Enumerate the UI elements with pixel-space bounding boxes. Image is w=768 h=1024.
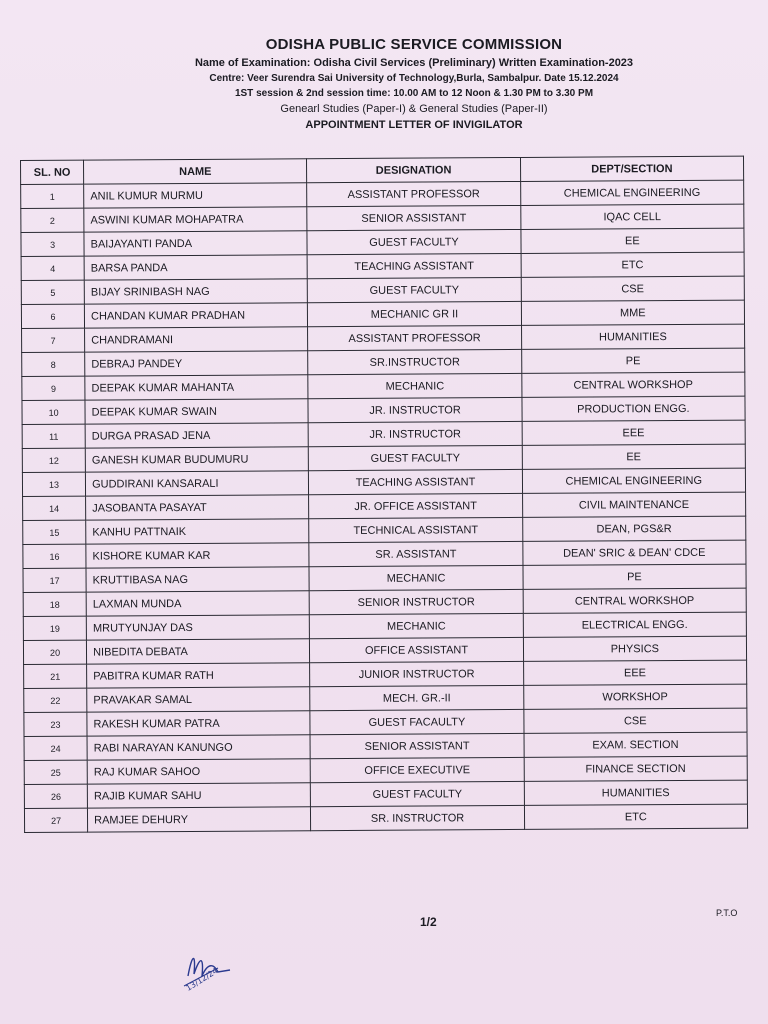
letter-title: APPOINTMENT LETTER OF INVIGILATOR [305,119,523,131]
row-designation-cell: GUEST FACULTY [307,229,520,254]
row-name-cell: RABI NARAYAN KANUNGO [87,735,310,760]
row-name-cell: CHANDAN KUMAR PRADHAN [84,303,307,328]
row-dept-cell: IQAC CELL [520,204,743,229]
row-name-cell: RAJIB KUMAR SAHU [87,783,310,808]
row-designation-cell: JR. INSTRUCTOR [308,397,521,422]
row-sl-cell: 15 [23,520,86,544]
row-dept-cell: CSE [524,708,747,733]
row-dept-cell: EEE [522,420,745,445]
signature-date: 13/12/24 [184,966,220,993]
row-designation-cell: ASSISTANT PROFESSOR [308,325,521,350]
row-dept-cell: PHYSICS [523,636,746,661]
row-name-cell: ANIL KUMUR MURMU [84,183,307,208]
row-designation-cell: SENIOR INSTRUCTOR [310,589,523,614]
row-sl-cell: 14 [23,496,86,520]
row-sl-cell: 16 [23,544,86,568]
row-dept-cell: ELECTRICAL ENGG. [523,612,746,637]
row-name-cell: LAXMAN MUNDA [86,591,309,616]
row-designation-cell: OFFICE EXECUTIVE [311,757,524,782]
row-designation-cell: JUNIOR INSTRUCTOR [310,661,523,686]
row-name-cell: NIBEDITA DEBATA [87,639,310,664]
row-sl-cell: 26 [24,784,87,808]
row-name-cell: DEEPAK KUMAR SWAIN [85,399,308,424]
row-name-cell: DEBRAJ PANDEY [85,351,308,376]
row-sl-cell: 1 [21,184,84,208]
pto-label: P.T.O [716,908,738,918]
row-dept-cell: CHEMICAL ENGINEERING [522,468,745,493]
row-dept-cell: CHEMICAL ENGINEERING [520,180,743,205]
row-name-cell: GANESH KUMAR BUDUMURU [85,447,308,472]
row-dept-cell: CENTRAL WORKSHOP [521,372,744,397]
row-dept-cell: PRODUCTION ENGG. [522,396,745,421]
row-sl-cell: 7 [22,328,85,352]
row-designation-cell: SR. INSTRUCTOR [311,805,524,830]
row-name-cell: ASWINI KUMAR MOHAPATRA [84,207,307,232]
row-name-cell: JASOBANTA PASAYAT [86,495,309,520]
row-designation-cell: SENIOR ASSISTANT [310,733,523,758]
row-designation-cell: MECHANIC [309,565,522,590]
row-name-cell: RAMJEE DEHURY [88,807,311,832]
row-dept-cell: EE [521,228,744,253]
row-sl-cell: 27 [24,808,87,832]
row-designation-cell: TECHNICAL ASSISTANT [309,517,522,542]
row-name-cell: DURGA PRASAD JENA [85,423,308,448]
row-dept-cell: EE [522,444,745,469]
row-dept-cell: MME [521,300,744,325]
row-name-cell: GUDDIRANI KANSARALI [85,471,308,496]
row-name-cell: KANHU PATTNAIK [86,519,309,544]
row-dept-cell: FINANCE SECTION [524,756,747,781]
row-sl-cell: 18 [23,592,86,616]
row-dept-cell: HUMANITIES [524,780,747,805]
row-designation-cell: TEACHING ASSISTANT [309,469,522,494]
row-sl-cell: 23 [24,712,87,736]
row-designation-cell: GUEST FACULTY [308,277,521,302]
row-designation-cell: GUEST FACULTY [311,781,524,806]
row-name-cell: CHANDRAMANI [85,327,308,352]
row-sl-cell: 21 [24,664,87,688]
exam-name-line: Name of Examination: Odisha Civil Services (Preliminary) Written Examination-2023 [194,57,634,69]
row-dept-cell: CSE [521,276,744,301]
row-designation-cell: JR. INSTRUCTOR [308,421,521,446]
row-designation-cell: GUEST FACULTY [309,445,522,470]
row-dept-cell: HUMANITIES [521,324,744,349]
row-dept-cell: EEE [523,660,746,685]
row-designation-cell: MECH. GR.-II [310,685,523,710]
row-sl-cell: 12 [22,448,85,472]
row-name-cell: KISHORE KUMAR KAR [86,543,309,568]
row-name-cell: BARSA PANDA [84,255,307,280]
row-name-cell: DEEPAK KUMAR MAHANTA [85,375,308,400]
row-designation-cell: MECHANIC GR II [308,301,521,326]
col-header-designation: DESIGNATION [307,157,520,182]
row-sl-cell: 4 [21,256,84,280]
row-sl-cell: 9 [22,376,85,400]
page-number: 1/2 [420,915,437,929]
row-dept-cell: CENTRAL WORKSHOP [523,588,746,613]
col-header-name: NAME [84,159,307,184]
row-designation-cell: OFFICE ASSISTANT [310,637,523,662]
row-dept-cell: PE [521,348,744,373]
row-dept-cell: DEAN' SRIC & DEAN' CDCE [522,540,745,565]
row-name-cell: BAIJAYANTI PANDA [84,231,307,256]
row-sl-cell: 6 [21,304,84,328]
row-sl-cell: 22 [24,688,87,712]
row-sl-cell: 17 [23,568,86,592]
row-sl-cell: 3 [21,232,84,256]
row-dept-cell: WORKSHOP [523,684,746,709]
col-header-sl: SL. NO [21,160,84,184]
row-name-cell: RAJ KUMAR SAHOO [87,759,310,784]
row-dept-cell: EXAM. SECTION [524,732,747,757]
row-name-cell: PABITRA KUMAR RATH [87,663,310,688]
row-designation-cell: MECHANIC [310,613,523,638]
row-name-cell: BIJAY SRINIBASH NAG [84,279,307,304]
row-sl-cell: 5 [21,280,84,304]
row-designation-cell: GUEST FACAULTY [310,709,523,734]
row-dept-cell: PE [523,564,746,589]
commission-title: ODISHA PUBLIC SERVICE COMMISSION [265,36,563,53]
row-designation-cell: SR.INSTRUCTOR [308,349,521,374]
row-dept-cell: DEAN, PGS&R [522,516,745,541]
row-sl-cell: 13 [22,472,85,496]
row-sl-cell: 25 [24,760,87,784]
row-designation-cell: MECHANIC [308,373,521,398]
row-sl-cell: 8 [22,352,85,376]
row-dept-cell: CIVIL MAINTENANCE [522,492,745,517]
row-dept-cell: ETC [521,252,744,277]
table-row [24,804,747,832]
row-name-cell: MRUTYUNJAY DAS [86,615,309,640]
document-header [0,36,768,131]
invigilator-table [20,156,748,833]
session-time-line: 1ST session & 2nd session time: 10.00 AM to 12 Noon & 1.30 PM to 3.30 PM [234,88,594,99]
row-designation-cell: JR. OFFICE ASSISTANT [309,493,522,518]
col-header-dept: DEPT/SECTION [520,156,743,181]
centre-line: Centre: Veer Surendra Sai University of Technology,Burla, Sambalpur. Date 15.12.2024 [209,73,619,84]
row-sl-cell: 19 [23,616,86,640]
row-name-cell: RAKESH KUMAR PATRA [87,711,310,736]
row-name-cell: KRUTTIBASA NAG [86,567,309,592]
row-name-cell: PRAVAKAR SAMAL [87,687,310,712]
papers-line: Genearl Studies (Paper-I) & General Studies (Paper-II) [280,103,548,115]
row-designation-cell: SENIOR ASSISTANT [307,205,520,230]
row-sl-cell: 10 [22,400,85,424]
row-designation-cell: SR. ASSISTANT [309,541,522,566]
row-sl-cell: 24 [24,736,87,760]
row-designation-cell: ASSISTANT PROFESSOR [307,181,520,206]
row-sl-cell: 20 [23,640,86,664]
row-sl-cell: 11 [22,424,85,448]
row-designation-cell: TEACHING ASSISTANT [307,253,520,278]
row-sl-cell: 2 [21,208,84,232]
row-dept-cell: ETC [524,804,747,829]
